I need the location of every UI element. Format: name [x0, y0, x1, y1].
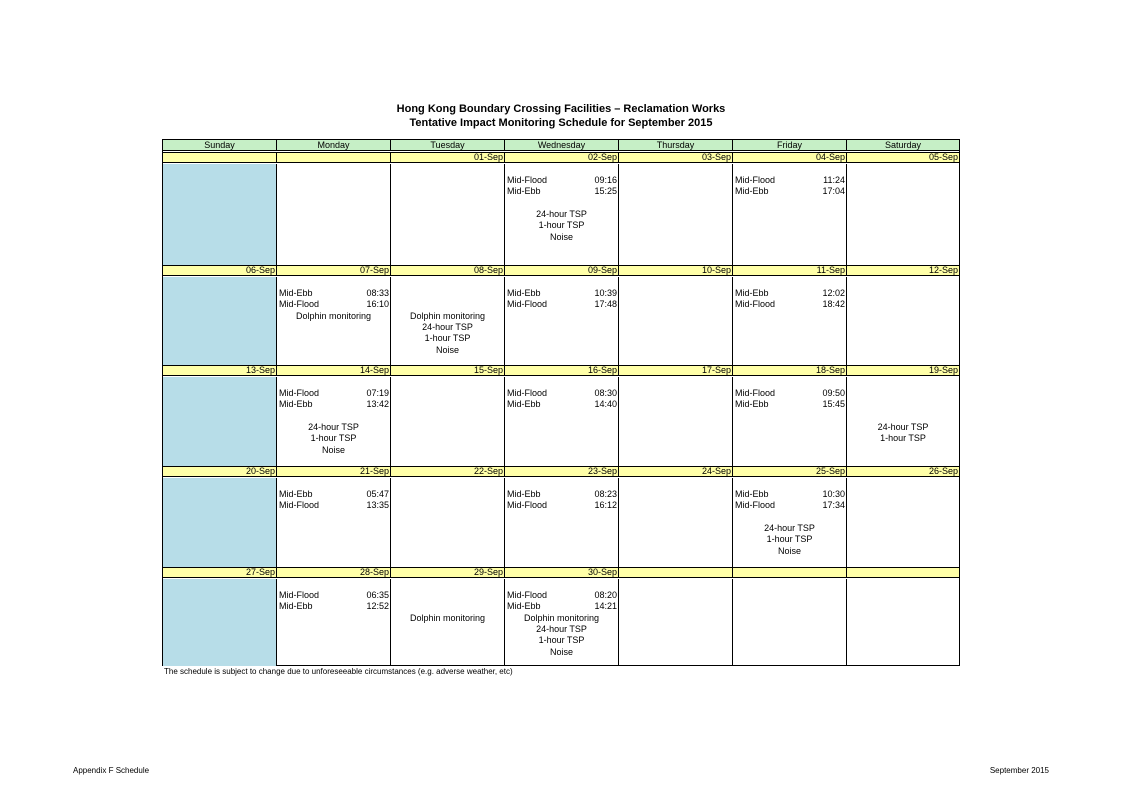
- date-label: 28-Sep: [277, 567, 391, 578]
- monitoring-item: 1-hour TSP: [310, 433, 357, 444]
- tide-row: [507, 500, 617, 511]
- tide-name: Mid-Ebb: [279, 288, 313, 298]
- tide-row: [507, 388, 617, 399]
- day-cell: [163, 164, 277, 265]
- day-cell: [391, 478, 505, 567]
- tide-time: 08:23: [594, 489, 617, 499]
- day-cell: [505, 377, 619, 466]
- tide-name: Mid-Flood: [507, 175, 548, 185]
- tide-time: 12:02: [822, 288, 845, 298]
- tide-row: [279, 388, 389, 399]
- monitoring-item: Noise: [549, 231, 573, 242]
- day-cell: [847, 579, 959, 666]
- date-label: 06-Sep: [163, 265, 277, 276]
- date-label: 08-Sep: [391, 265, 505, 276]
- date-label: 03-Sep: [619, 152, 733, 163]
- monitoring-item: Noise: [321, 444, 345, 455]
- tide-row: [735, 399, 845, 410]
- day-cell: [277, 277, 391, 365]
- day-cell: [505, 579, 619, 666]
- tide-name: Mid-Ebb: [279, 601, 313, 612]
- tide-row: [735, 186, 845, 197]
- day-cell: [619, 277, 733, 365]
- monitoring-item: Dolphin monitoring: [523, 612, 600, 623]
- weekday-header-sunday: Sunday: [163, 140, 277, 151]
- monitoring-item: 24-hour TSP: [536, 623, 587, 634]
- schedule-note: The schedule is subject to change due to unforeseeable circumstances (e.g. adverse weather, etc): [164, 667, 513, 676]
- tide-time: 17:48: [594, 299, 617, 310]
- tide-time: 18:42: [822, 299, 845, 310]
- tide-name: Mid-Flood: [279, 500, 320, 511]
- tide-time: 17:04: [822, 186, 845, 197]
- date-label: 24-Sep: [619, 466, 733, 477]
- monitoring-item: 1-hour TSP: [538, 635, 585, 646]
- tide-time: 05:47: [366, 489, 389, 499]
- day-cell: [619, 377, 733, 466]
- date-label: 15-Sep: [391, 365, 505, 376]
- date-label: 14-Sep: [277, 365, 391, 376]
- tide-time: 16:12: [594, 500, 617, 511]
- tide-name: Mid-Ebb: [279, 489, 313, 499]
- document-title: [0, 102, 1122, 130]
- tide-name: Mid-Flood: [735, 175, 776, 185]
- monitoring-item: 1-hour TSP: [766, 534, 813, 545]
- tide-time: 10:30: [822, 489, 845, 499]
- day-cell: [277, 579, 391, 666]
- date-label: [163, 152, 277, 163]
- weekday-header-wednesday: Wednesday: [505, 140, 619, 151]
- tide-time: 16:10: [366, 299, 389, 310]
- day-cell: [391, 579, 505, 666]
- tide-row: [507, 288, 617, 299]
- footer-appendix: Appendix F Schedule: [73, 766, 150, 775]
- date-label: 07-Sep: [277, 265, 391, 276]
- day-cell: [163, 277, 277, 365]
- day-cell: [505, 478, 619, 567]
- date-label: 22-Sep: [391, 466, 505, 477]
- weekday-header-monday: Monday: [277, 140, 391, 151]
- tide-row: [735, 299, 845, 310]
- tide-row: [507, 175, 617, 186]
- date-label: [733, 567, 847, 578]
- day-cell: [505, 277, 619, 365]
- day-cell: [733, 478, 847, 567]
- tide-time: 09:16: [594, 175, 617, 185]
- tide-row: [279, 288, 389, 299]
- tide-row: [507, 590, 617, 601]
- tide-time: 14:40: [594, 399, 617, 410]
- tide-row: [735, 388, 845, 399]
- day-cell: [847, 478, 959, 567]
- tide-row: [507, 601, 617, 612]
- monitoring-item: Noise: [435, 344, 459, 355]
- monitoring-item: 24-hour TSP: [536, 208, 587, 219]
- tide-name: Mid-Flood: [507, 299, 548, 310]
- tide-name: Mid-Ebb: [507, 399, 541, 410]
- monitoring-item: 24-hour TSP: [422, 321, 473, 332]
- tide-time: 09:50: [822, 388, 845, 398]
- tide-time: 17:34: [822, 500, 845, 511]
- tide-time: 13:42: [366, 399, 389, 410]
- tide-time: 11:24: [823, 175, 845, 185]
- tide-name: Mid-Flood: [507, 500, 548, 511]
- day-cell: [391, 164, 505, 265]
- tide-time: 07:19: [366, 388, 389, 398]
- tide-time: 08:20: [594, 590, 617, 600]
- day-cell: [619, 579, 733, 666]
- date-label: [847, 567, 959, 578]
- tide-name: Mid-Flood: [735, 388, 776, 398]
- footer-month: September 2015: [989, 766, 1049, 775]
- weekday-header-saturday: Saturday: [847, 140, 959, 151]
- tide-name: Mid-Flood: [507, 590, 548, 600]
- day-cell: [733, 579, 847, 666]
- day-cell: [733, 377, 847, 466]
- tide-row: [279, 590, 389, 601]
- calendar-table: [162, 139, 960, 666]
- day-cell: [163, 478, 277, 567]
- tide-time: 13:35: [366, 500, 389, 511]
- tide-name: Mid-Ebb: [507, 186, 541, 197]
- day-cell: [277, 377, 391, 466]
- tide-time: 12:52: [366, 601, 389, 612]
- day-cell: [847, 164, 959, 265]
- monitoring-item: 1-hour TSP: [880, 433, 926, 444]
- day-cell: [733, 164, 847, 265]
- tide-name: Mid-Ebb: [735, 288, 769, 298]
- date-label: [277, 152, 391, 163]
- title-line-1: Hong Kong Boundary Crossing Facilities – Reclamation Works: [396, 103, 726, 115]
- monitoring-item: 1-hour TSP: [538, 220, 585, 231]
- monitoring-item: 24-hour TSP: [764, 522, 815, 533]
- day-cell: [391, 277, 505, 365]
- tide-row: [279, 489, 389, 500]
- tide-name: Mid-Flood: [279, 299, 320, 310]
- tide-row: [735, 175, 845, 186]
- date-label: 30-Sep: [505, 567, 619, 578]
- tide-row: [279, 500, 389, 511]
- monitoring-item: Noise: [777, 545, 801, 556]
- tide-row: [507, 489, 617, 500]
- tide-name: Mid-Flood: [279, 590, 320, 600]
- date-label: 05-Sep: [847, 152, 959, 163]
- tide-name: Mid-Ebb: [507, 288, 541, 298]
- tide-time: 06:35: [366, 590, 389, 600]
- monitoring-item: 24-hour TSP: [308, 421, 359, 432]
- day-cell: [277, 164, 391, 265]
- tide-name: Mid-Flood: [507, 388, 548, 398]
- weekday-header-friday: Friday: [733, 140, 847, 151]
- date-label: 18-Sep: [733, 365, 847, 376]
- tide-time: 15:25: [594, 186, 617, 197]
- date-label: 17-Sep: [619, 365, 733, 376]
- date-label: 11-Sep: [733, 265, 847, 276]
- date-label: 26-Sep: [847, 466, 959, 477]
- date-label: 02-Sep: [505, 152, 619, 163]
- tide-name: Mid-Ebb: [507, 601, 541, 612]
- monitoring-item: Dolphin monitoring: [295, 310, 372, 321]
- date-label: 25-Sep: [733, 466, 847, 477]
- date-label: 16-Sep: [505, 365, 619, 376]
- day-cell: [505, 164, 619, 265]
- date-label: 09-Sep: [505, 265, 619, 276]
- monitoring-item: 1-hour TSP: [424, 333, 471, 344]
- date-label: 13-Sep: [163, 365, 277, 376]
- tide-name: Mid-Ebb: [735, 489, 769, 499]
- date-label: 04-Sep: [733, 152, 847, 163]
- tide-name: Mid-Flood: [735, 299, 776, 310]
- day-cell: [847, 377, 959, 466]
- tide-row: [735, 500, 845, 511]
- day-cell: [733, 277, 847, 365]
- day-cell: [163, 579, 277, 666]
- tide-name: Mid-Flood: [735, 500, 776, 511]
- tide-name: Mid-Ebb: [507, 489, 541, 499]
- tide-name: Mid-Ebb: [279, 399, 313, 410]
- tide-name: Mid-Ebb: [735, 186, 769, 197]
- tide-row: [279, 299, 389, 310]
- monitoring-item: Dolphin monitoring: [409, 612, 486, 623]
- tide-row: [735, 288, 845, 299]
- weekday-header-tuesday: Tuesday: [391, 140, 505, 151]
- tide-row: [279, 399, 389, 410]
- date-label: 23-Sep: [505, 466, 619, 477]
- tide-name: Mid-Ebb: [735, 399, 769, 410]
- day-cell: [619, 164, 733, 265]
- day-cell: [163, 377, 277, 466]
- date-label: 10-Sep: [619, 265, 733, 276]
- tide-row: [507, 399, 617, 410]
- day-cell: [391, 377, 505, 466]
- monitoring-item: 24-hour TSP: [877, 421, 929, 432]
- date-label: 21-Sep: [277, 466, 391, 477]
- tide-time: 14:21: [594, 601, 617, 612]
- date-label: 12-Sep: [847, 265, 959, 276]
- date-label: 01-Sep: [391, 152, 505, 163]
- monitoring-item: Dolphin monitoring: [409, 310, 486, 321]
- tide-row: [507, 186, 617, 197]
- date-label: 27-Sep: [163, 567, 277, 578]
- tide-row: [279, 601, 389, 612]
- tide-time: 08:30: [594, 388, 617, 398]
- tide-time: 10:39: [594, 288, 617, 298]
- title-line-2: Tentative Impact Monitoring Schedule for September 2015: [409, 117, 713, 129]
- tide-time: 08:33: [366, 288, 389, 298]
- tide-name: Mid-Flood: [279, 388, 320, 398]
- monitoring-item: Noise: [549, 646, 573, 657]
- day-cell: [847, 277, 959, 365]
- date-label: 20-Sep: [163, 466, 277, 477]
- tide-row: [735, 489, 845, 500]
- date-label: 19-Sep: [847, 365, 959, 376]
- day-cell: [277, 478, 391, 567]
- date-label: 29-Sep: [391, 567, 505, 578]
- tide-row: [507, 299, 617, 310]
- day-cell: [619, 478, 733, 567]
- tide-time: 15:45: [822, 399, 845, 410]
- weekday-header-thursday: Thursday: [619, 140, 733, 151]
- date-label: [619, 567, 733, 578]
